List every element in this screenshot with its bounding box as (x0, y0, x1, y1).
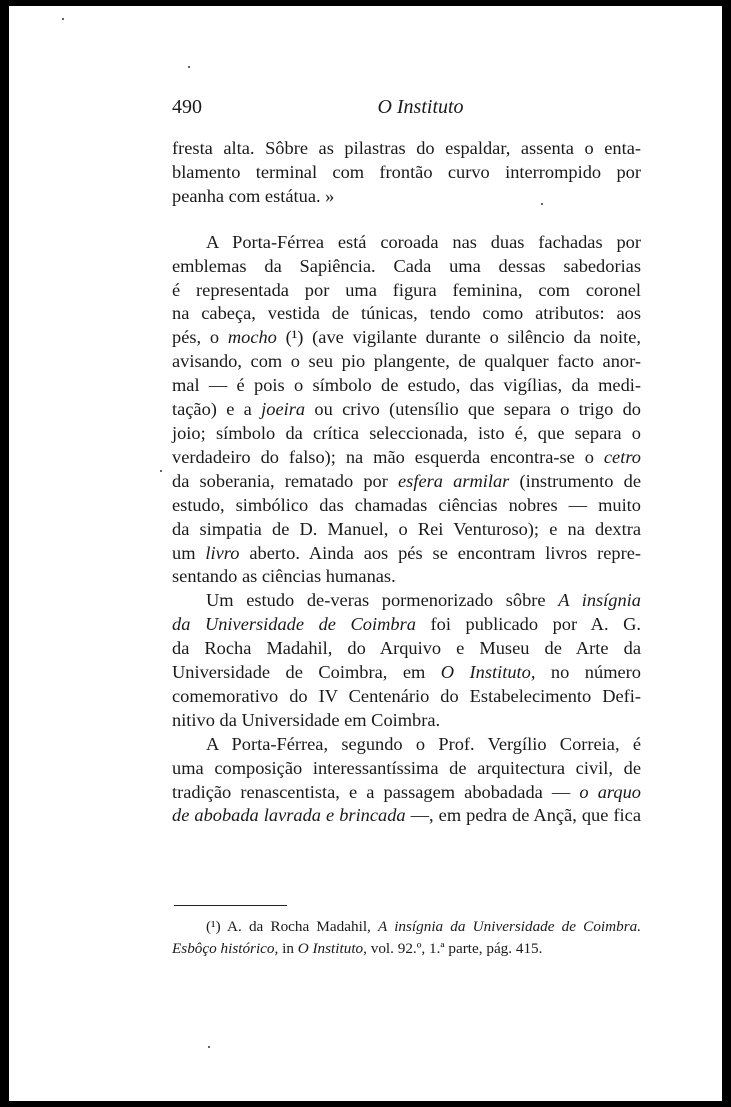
body-line: da Universidade de Coimbra foi publicado por A. G. (172, 614, 641, 635)
footnote-line: (¹) A. da Rocha Madahil, A insígnia da Universidade de Coimbra. (206, 918, 641, 935)
body-line: pés, o mocho (¹) (ave vigilante durante o silêncio da noite, (172, 327, 641, 348)
body-text (172, 137, 641, 828)
scan-speck (160, 470, 162, 472)
body-line: A Porta-Férrea está coroada nas duas fachadas por (206, 231, 641, 252)
body-line: emblemas da Sapiência. Cada uma dessas sabedorias (172, 255, 641, 276)
body-line: peanha com estátua. » (172, 185, 335, 206)
body-line: Um estudo de-veras pormenorizado sôbre A insígnia (206, 590, 641, 611)
body-line: é representada por uma figura feminina, com coronel (172, 279, 641, 300)
body-line: avisando, com o seu pio plangente, de qualquer facto anor- (172, 351, 641, 372)
body-line: de abobada lavrada e brincada —, em pedra de Ançã, que fica (172, 805, 641, 826)
scan-speck (62, 18, 64, 20)
scan-speck (208, 1046, 210, 1048)
footnote (172, 916, 641, 960)
body-line: joio; símbolo da crítica seleccionada, isto é, que separa o (172, 422, 641, 443)
body-line: A Porta-Férrea, segundo o Prof. Vergílio Correia, é (206, 733, 641, 754)
running-title: O Instituto (377, 96, 464, 118)
body-line: Universidade de Coimbra, em O Instituto, no número (172, 662, 641, 683)
footnote-rule (174, 905, 287, 906)
body-line: tação) e a joeira ou crivo (utensílio que separa o trigo do (172, 399, 641, 420)
body-line: fresta alta. Sôbre as pilastras do espaldar, assenta o enta- (172, 138, 641, 158)
body-line: da simpatia de D. Manuel, o Rei Venturoso); e na dextra (172, 518, 641, 539)
body-line: nitivo da Universidade em Coimbra. (172, 709, 441, 730)
body-line: blamento terminal com frontão curvo interrompido por (172, 161, 641, 182)
body-line: uma composição interessantíssima de arquitectura civil, de (172, 757, 641, 778)
body-line: tradição renascentista, e a passagem abobadada — o arquo (172, 781, 641, 802)
scan-speck (541, 203, 543, 205)
body-line: mal — é pois o símbolo de estudo, das vigílias, da medi- (172, 375, 641, 396)
body-line: verdadeiro do falso); na mão esquerda encontra-se o cetro (172, 446, 641, 467)
body-line: na cabeça, vestida de túnicas, tendo como atributos: aos (172, 303, 641, 324)
body-line: um livro aberto. Ainda aos pés se encontram livros repre- (172, 542, 641, 563)
body-line: sentando as ciências humanas. (172, 566, 396, 587)
body-line: da soberania, rematado por esfera armilar (instrumento de (172, 470, 641, 491)
body-line: estudo, simbólico das chamadas ciências nobres — muito (172, 494, 641, 515)
body-line: da Rocha Madahil, do Arquivo e Museu de Arte da (172, 638, 641, 659)
footnote-line: Esbôço histórico, in O Instituto, vol. 92.º, 1.ª parte, pág. 415. (172, 940, 543, 957)
page-number: 490 (172, 96, 202, 118)
body-line: comemorativo do IV Centenário do Estabelecimento Defi- (172, 685, 641, 706)
scan-speck (188, 66, 190, 68)
